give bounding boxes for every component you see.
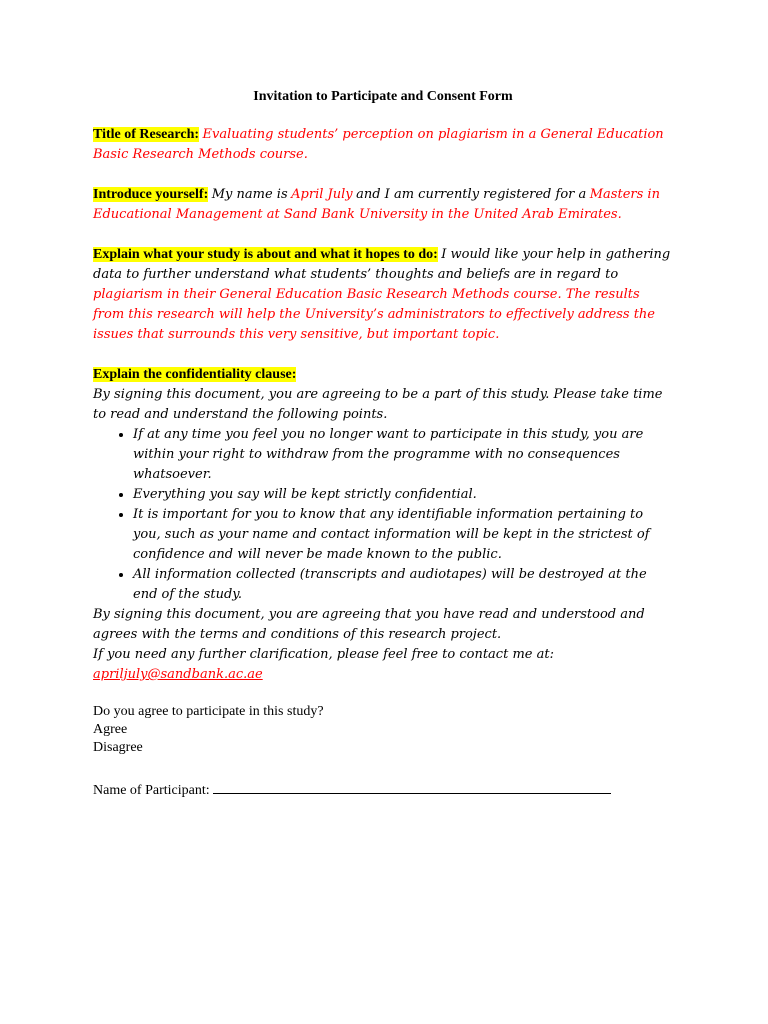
form-title: Invitation to Participate and Consent Form bbox=[253, 89, 513, 104]
agreement-text: By signing this document, you are agreeing that you have read and understood and agrees with the terms and conditions of this research project. bbox=[93, 607, 645, 642]
study-label: Explain what your study is about and what it hopes to do: bbox=[93, 247, 438, 262]
participant-name-row bbox=[93, 780, 673, 800]
introduce-section bbox=[93, 185, 673, 225]
list-item: • It is important for you to know that any identifiable information pertaining to you, such as your name and contact information will be kept in the strictest of confidence and will never be made known to the public. bbox=[133, 505, 673, 565]
study-text-2: plagiarism in their General Education Basic Research Methods course. The results from this research will help the University’s administrators to effectively address the issues that surrounds this very sensitive, but important topic. bbox=[93, 287, 655, 342]
introduce-text-2: and I am currently registered for a bbox=[356, 187, 587, 202]
participant-name-label: Name of Participant: bbox=[93, 783, 210, 798]
participant-name-field[interactable] bbox=[213, 780, 611, 794]
introduce-text-1: My name is bbox=[211, 187, 288, 202]
option-agree[interactable]: Agree bbox=[93, 722, 128, 737]
list-item: • If at any time you feel you no longer want to participate in this study, you are within your right to withdraw from the programme with no consequences whatsoever. bbox=[133, 425, 673, 485]
study-section bbox=[93, 245, 673, 345]
option-disagree[interactable]: Disagree bbox=[93, 740, 143, 755]
consent-form bbox=[93, 88, 673, 800]
researcher-name: April July bbox=[291, 187, 353, 202]
contact-text: If you need any further clarification, please feel free to contact me at: bbox=[93, 647, 554, 662]
confidentiality-points bbox=[93, 425, 673, 605]
contact-email-link[interactable]: apriljuly@sandbank.ac.ae bbox=[93, 667, 263, 682]
participation-question: Do you agree to participate in this study? bbox=[93, 704, 324, 719]
confidentiality-label: Explain the confidentiality clause: bbox=[93, 367, 297, 382]
study-text-1: I would like your help in gathering data to further understand what students’ thoughts and beliefs are in regard to bbox=[93, 247, 671, 282]
program-text: Masters in Educational Management at Sand Bank University in the United Arab Emirates. bbox=[93, 187, 660, 222]
confidentiality-section bbox=[93, 365, 673, 685]
introduce-label: Introduce yourself: bbox=[93, 187, 209, 202]
list-item: • Everything you say will be kept strictly confidential. bbox=[133, 485, 673, 505]
confidentiality-intro: By signing this document, you are agreeing to be a part of this study. Please take time to read and understand the following points. bbox=[93, 387, 663, 422]
list-item: • All information collected (transcripts and audiotapes) will be destroyed at the end of the study. bbox=[133, 565, 673, 605]
research-title-text: Evaluating students’ perception on plagiarism in a General Education Basic Research Methods course. bbox=[93, 127, 664, 162]
research-title-label: Title of Research: bbox=[93, 127, 200, 142]
research-title-section bbox=[93, 125, 673, 165]
